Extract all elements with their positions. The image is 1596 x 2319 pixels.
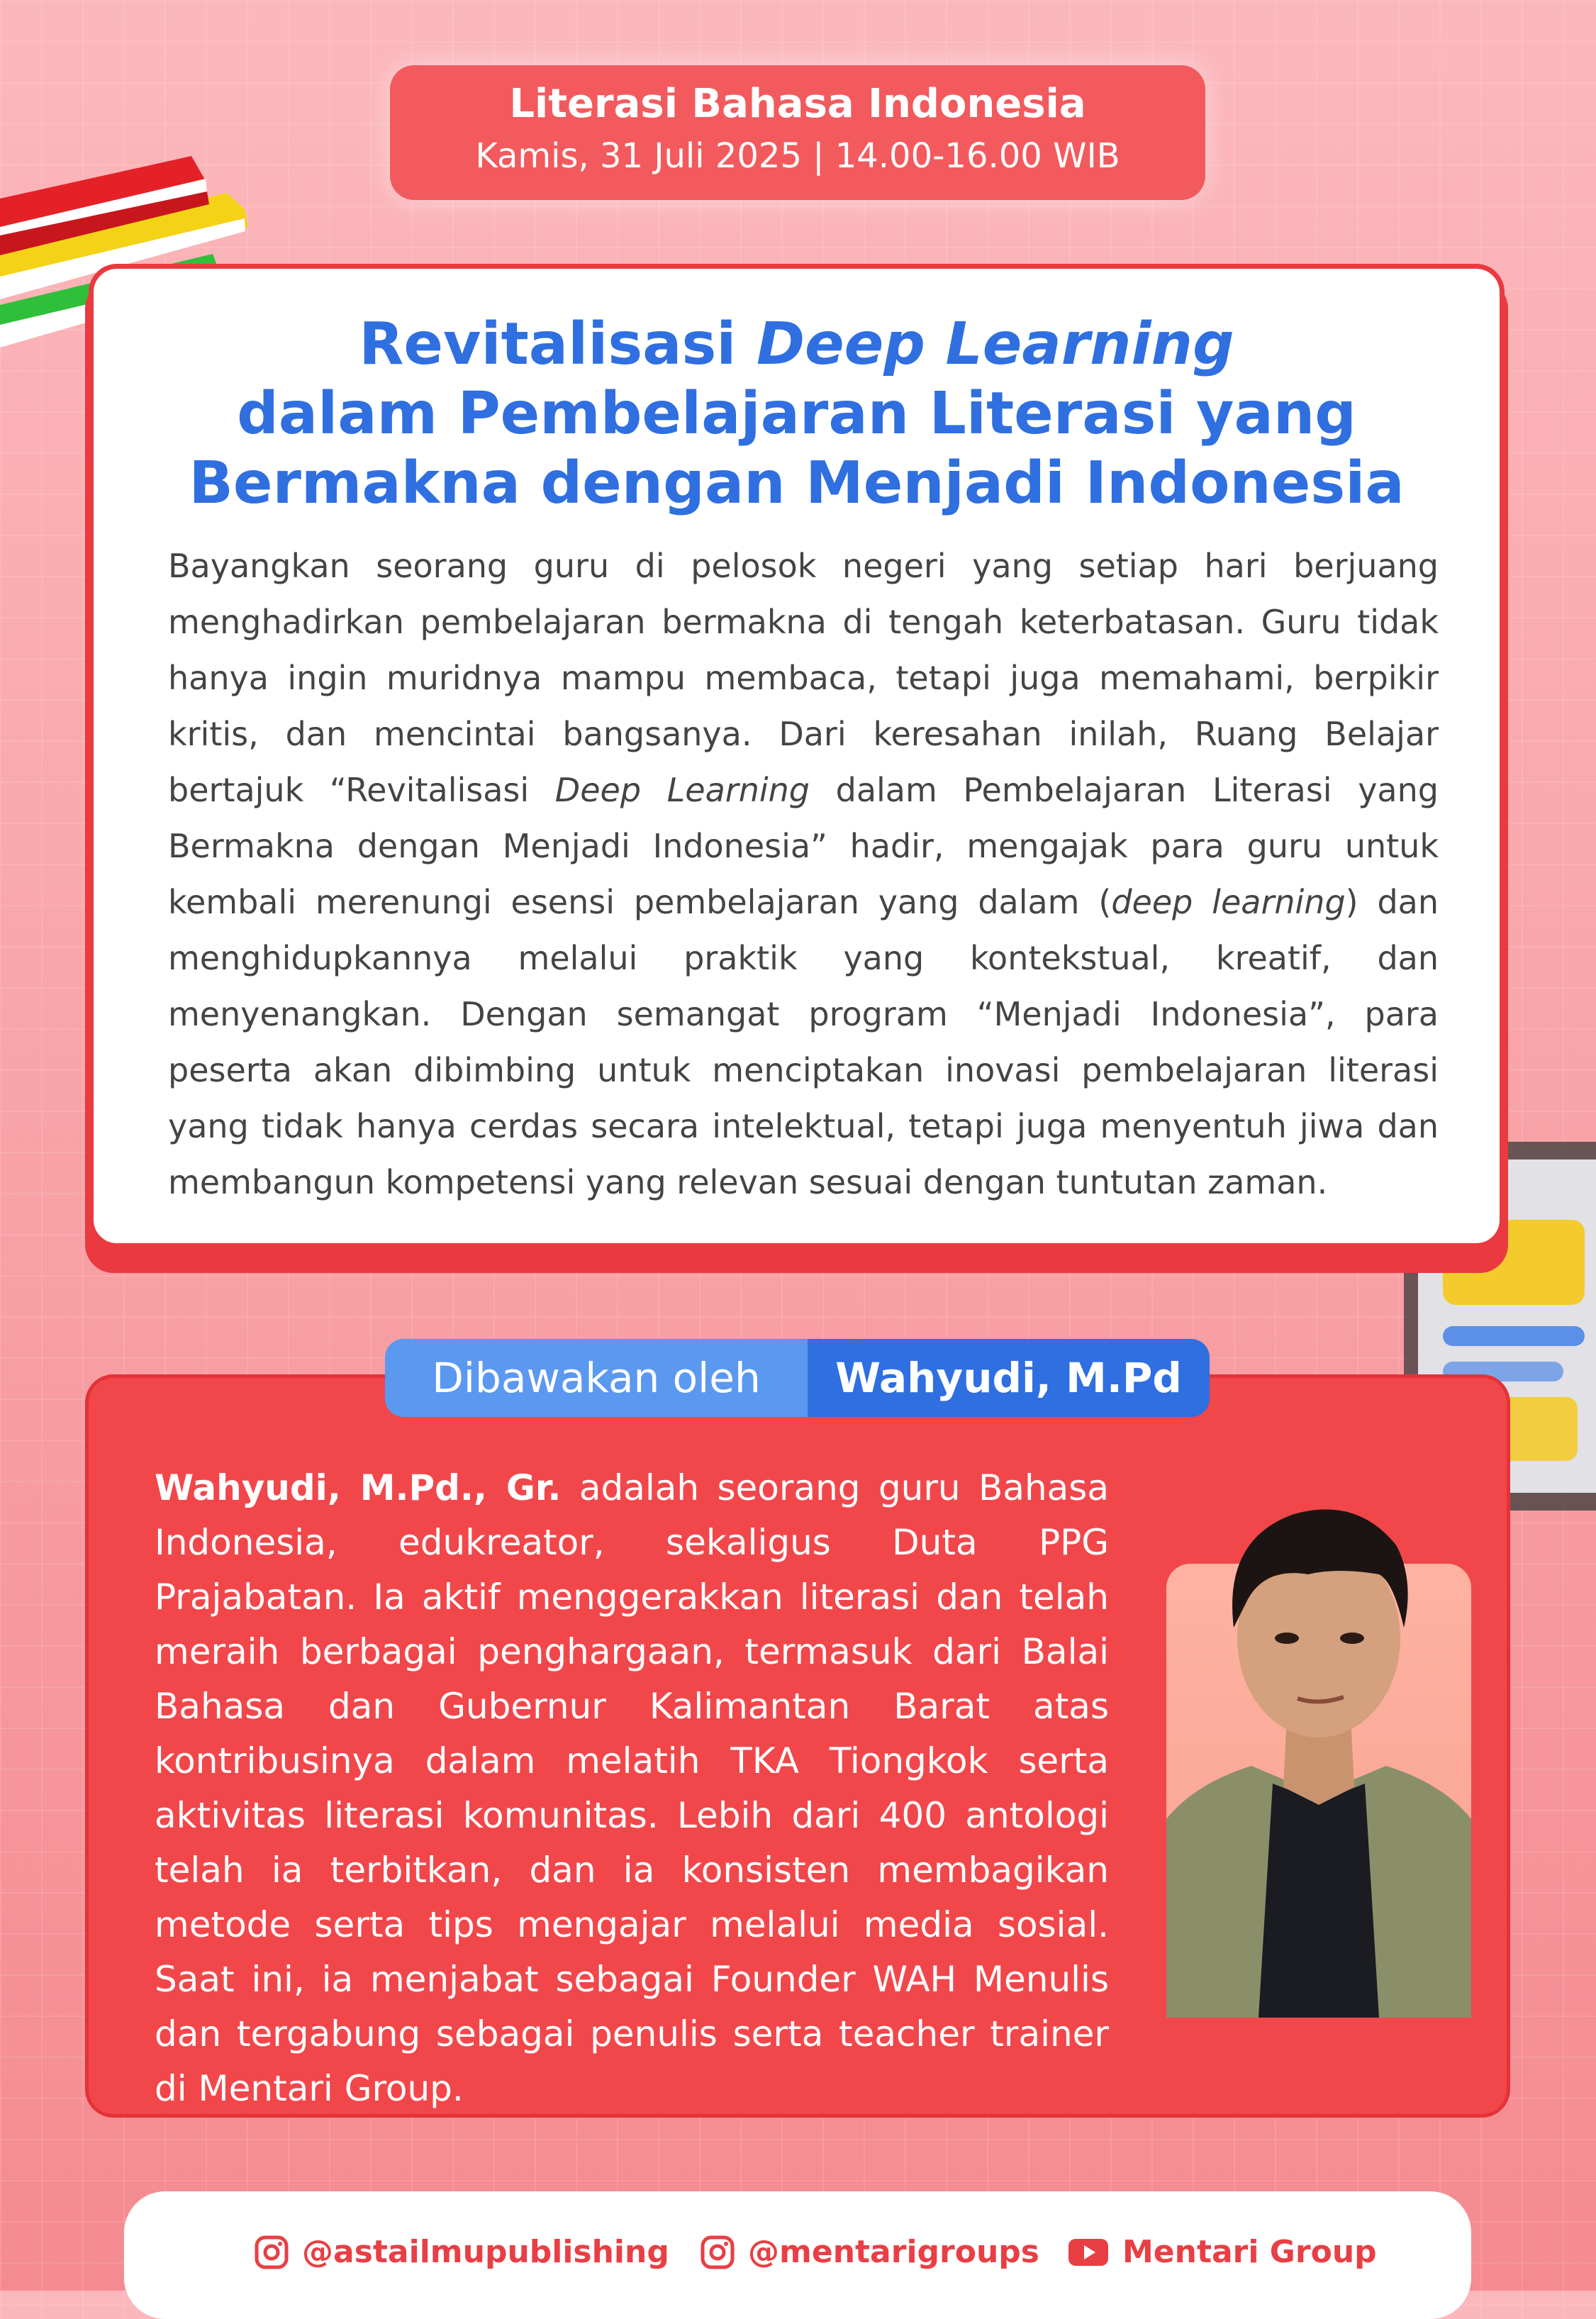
social-label: Mentari Group (1122, 2234, 1377, 2270)
presenter-bio (155, 1461, 1109, 2116)
intro-title-line1: Revitalisasi (359, 311, 757, 378)
presenter-byline (385, 1339, 1210, 1417)
intro-body-italic1: Deep Learning (554, 771, 810, 809)
byline-label: Dibawakan oleh (385, 1339, 808, 1417)
intro-body (168, 538, 1439, 1211)
event-header (390, 65, 1205, 200)
youtube-icon (1067, 2235, 1110, 2270)
intro-title-italic: Deep Learning (756, 311, 1234, 378)
intro-title (94, 310, 1500, 518)
intro-body-part2: dalam Pembelajaran Literasi yang Bermakna dengan Menjadi Indonesia” hadir, mengajak para guru untuk kembali merenungi esensi pembelajaran yang dalam ( (168, 771, 1439, 921)
intro-title-line3: Bermakna dengan Menjadi Indonesia (189, 450, 1405, 517)
bio-name: Wahyudi, M.Pd., Gr. (155, 1467, 562, 1508)
intro-body-italic2: deep learning (1111, 883, 1346, 921)
intro-title-line2: dalam Pembelajaran Literasi yang (237, 380, 1356, 447)
social-instagram-mentari[interactable] (700, 2234, 1039, 2270)
presenter-photo (1166, 1461, 1471, 2018)
footer-bar (124, 2191, 1471, 2319)
social-label: @astailmupublishing (302, 2234, 669, 2270)
bio-text: adalah seorang guru Bahasa Indonesia, edukreator, sekaligus Duta PPG Prajabatan. Ia aktif menggerakkan literasi dan telah meraih berbagai penghargaan, termasuk dari Balai Bahasa dan Gubernur Kalimantan Barat atas kontribusinya dalam melatih TKA Tiongkok serta aktivitas literasi komunitas. Lebih dari 400 antologi telah ia terbitkan, dan ia konsisten membagikan metode serta tips mengajar melalui media sosial. Saat ini, ia menjabat sebagai Founder WAH Menulis dan tergabung sebagai penulis serta teacher trainer di Mentari Group. (155, 1467, 1109, 2109)
social-instagram-astailmu[interactable] (254, 2234, 669, 2270)
intro-body-part1: Bayangkan seorang guru di pelosok negeri yang setiap hari berjuang menghadirkan pembelajaran bermakna di tengah keterbatasan. Guru tidak hanya ingin muridnya mampu membaca, tetapi juga memahami, berpikir kritis, dan mencintai bangsanya. Dari keresahan inilah, Ruang Belajar bertajuk “Revitalisasi (168, 547, 1439, 809)
event-title: Literasi Bahasa Indonesia (509, 81, 1086, 127)
intro-body-part3: ) dan menghidupkannya melalui praktik yang kontekstual, kreatif, dan menyenangkan. Dengan semangat program “Menjadi Indonesia”, para peserta akan dibimbing untuk menciptakan inovasi pembelajaran literasi yang tidak hanya cerdas secara intelektual, tetapi juga menyentuh jiwa dan membangun kompetensi yang relevan sesuai dengan tuntutan zaman. (168, 883, 1439, 1201)
instagram-icon (254, 2235, 289, 2270)
instagram-icon (700, 2235, 735, 2270)
event-schedule: Kamis, 31 Juli 2025 | 14.00-16.00 WIB (475, 136, 1120, 176)
intro-card (89, 264, 1505, 1248)
social-label: @mentarigroups (748, 2234, 1039, 2270)
social-youtube-mentari[interactable] (1067, 2234, 1377, 2270)
byline-name: Wahyudi, M.Pd (808, 1339, 1210, 1417)
